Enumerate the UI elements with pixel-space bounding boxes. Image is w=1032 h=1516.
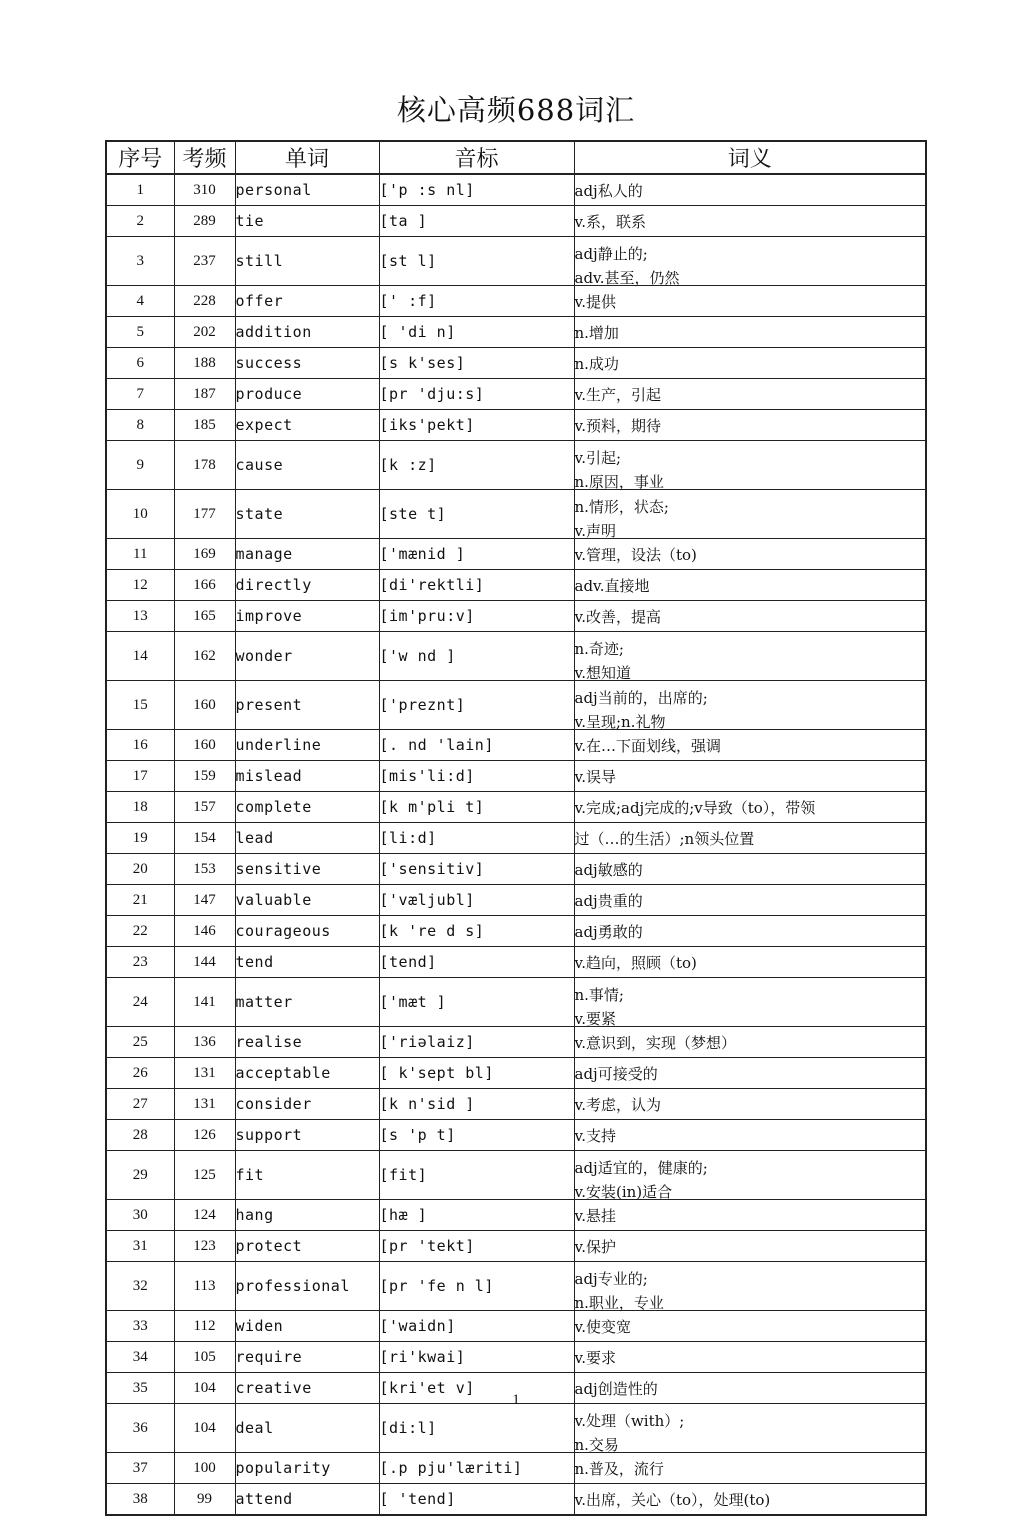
row-word: improve xyxy=(235,601,379,632)
row-index: 13 xyxy=(106,601,174,632)
row-frequency: 166 xyxy=(174,570,235,601)
row-phonetic: [di'rektli] xyxy=(379,570,574,601)
header-word: 单词 xyxy=(235,141,379,174)
row-index: 23 xyxy=(106,947,174,978)
table-row xyxy=(106,792,926,823)
row-word: popularity xyxy=(235,1453,379,1484)
table-row xyxy=(106,539,926,570)
row-definition: adj可接受的 xyxy=(574,1058,926,1089)
row-phonetic: [k 're d s] xyxy=(379,916,574,947)
row-phonetic: [li:d] xyxy=(379,823,574,854)
row-word: tie xyxy=(235,206,379,237)
row-definition: n.普及，流行 xyxy=(574,1453,926,1484)
definition-multiline: adj静止的; adv.甚至，仍然 xyxy=(574,245,680,287)
row-word: mislead xyxy=(235,761,379,792)
row-index: 18 xyxy=(106,792,174,823)
row-definition: v.系，联系 xyxy=(574,206,926,237)
row-phonetic: [.p pju'læriti] xyxy=(379,1453,574,1484)
header-definition: 词义 xyxy=(574,141,926,174)
row-phonetic: [tend] xyxy=(379,947,574,978)
page-number: 1 xyxy=(512,1392,520,1408)
row-frequency: 160 xyxy=(174,730,235,761)
table-row xyxy=(106,1262,926,1311)
row-definition: adj贵重的 xyxy=(574,885,926,916)
table-body xyxy=(106,174,926,1515)
row-word: valuable xyxy=(235,885,379,916)
row-word: tend xyxy=(235,947,379,978)
table-row xyxy=(106,1089,926,1120)
row-frequency: 146 xyxy=(174,916,235,947)
definition-multiline: adj当前的，出席的; v.呈现;n.礼物 xyxy=(574,689,708,731)
row-frequency: 131 xyxy=(174,1058,235,1089)
row-word: acceptable xyxy=(235,1058,379,1089)
row-definition xyxy=(574,1262,926,1311)
row-index: 32 xyxy=(106,1262,174,1311)
row-definition: v.在…下面划线，强调 xyxy=(574,730,926,761)
row-index: 30 xyxy=(106,1200,174,1231)
row-definition xyxy=(574,1151,926,1200)
row-definition: adj敏感的 xyxy=(574,854,926,885)
row-definition: 过（…的生活）;n领头位置 xyxy=(574,823,926,854)
row-frequency: 104 xyxy=(174,1373,235,1404)
row-index: 22 xyxy=(106,916,174,947)
row-index: 2 xyxy=(106,206,174,237)
row-frequency: 310 xyxy=(174,174,235,206)
table-row xyxy=(106,1027,926,1058)
table-row xyxy=(106,885,926,916)
row-phonetic: [di:l] xyxy=(379,1404,574,1453)
row-index: 10 xyxy=(106,490,174,539)
row-index: 17 xyxy=(106,761,174,792)
row-index: 26 xyxy=(106,1058,174,1089)
row-index: 16 xyxy=(106,730,174,761)
table-row xyxy=(106,348,926,379)
row-word: hang xyxy=(235,1200,379,1231)
row-definition xyxy=(574,1404,926,1453)
table-row xyxy=(106,206,926,237)
row-frequency: 165 xyxy=(174,601,235,632)
row-frequency: 178 xyxy=(174,441,235,490)
row-frequency: 162 xyxy=(174,632,235,681)
row-word: offer xyxy=(235,286,379,317)
row-definition xyxy=(574,978,926,1027)
row-index: 19 xyxy=(106,823,174,854)
row-frequency: 202 xyxy=(174,317,235,348)
row-frequency: 141 xyxy=(174,978,235,1027)
row-frequency: 289 xyxy=(174,206,235,237)
table-row xyxy=(106,1311,926,1342)
row-phonetic: ['sensitiv] xyxy=(379,854,574,885)
row-index: 11 xyxy=(106,539,174,570)
row-index: 29 xyxy=(106,1151,174,1200)
row-definition xyxy=(574,441,926,490)
table-row xyxy=(106,681,926,730)
table-row xyxy=(106,916,926,947)
table-row xyxy=(106,1342,926,1373)
row-frequency: 144 xyxy=(174,947,235,978)
table-row xyxy=(106,632,926,681)
row-phonetic: ['waidn] xyxy=(379,1311,574,1342)
definition-multiline: n.事情; v.要紧 xyxy=(574,986,624,1028)
row-definition xyxy=(574,681,926,730)
table-row xyxy=(106,947,926,978)
row-index: 38 xyxy=(106,1484,174,1516)
row-index: 36 xyxy=(106,1404,174,1453)
row-frequency: 131 xyxy=(174,1089,235,1120)
row-word: directly xyxy=(235,570,379,601)
row-word: wonder xyxy=(235,632,379,681)
row-frequency: 187 xyxy=(174,379,235,410)
table-row xyxy=(106,1484,926,1516)
row-index: 20 xyxy=(106,854,174,885)
row-definition: v.考虑，认为 xyxy=(574,1089,926,1120)
table-row xyxy=(106,490,926,539)
table-row xyxy=(106,1231,926,1262)
table-row xyxy=(106,237,926,286)
row-definition xyxy=(574,490,926,539)
row-definition: adj私人的 xyxy=(574,174,926,206)
row-definition xyxy=(574,632,926,681)
table-header-row xyxy=(106,141,926,174)
row-phonetic: [im'pru:v] xyxy=(379,601,574,632)
row-index: 1 xyxy=(106,174,174,206)
table-row xyxy=(106,854,926,885)
table-row xyxy=(106,286,926,317)
row-phonetic: [ta ] xyxy=(379,206,574,237)
definition-multiline: v.处理（with）; n.交易 xyxy=(574,1412,685,1454)
row-phonetic: [k n'sid ] xyxy=(379,1089,574,1120)
row-definition: v.出席，关心（to），处理(to) xyxy=(574,1484,926,1516)
row-word: cause xyxy=(235,441,379,490)
row-word: fit xyxy=(235,1151,379,1200)
row-definition: v.意识到，实现（梦想） xyxy=(574,1027,926,1058)
row-index: 8 xyxy=(106,410,174,441)
definition-multiline: adj专业的; n.职业，专业 xyxy=(574,1270,664,1312)
table-row xyxy=(106,761,926,792)
row-word: success xyxy=(235,348,379,379)
row-frequency: 123 xyxy=(174,1231,235,1262)
row-index: 37 xyxy=(106,1453,174,1484)
row-frequency: 157 xyxy=(174,792,235,823)
row-phonetic: [ k'sept bl] xyxy=(379,1058,574,1089)
row-frequency: 169 xyxy=(174,539,235,570)
row-frequency: 136 xyxy=(174,1027,235,1058)
table-row xyxy=(106,174,926,206)
row-index: 9 xyxy=(106,441,174,490)
row-word: courageous xyxy=(235,916,379,947)
row-word: attend xyxy=(235,1484,379,1516)
row-definition: v.趋向，照顾（to) xyxy=(574,947,926,978)
row-word: state xyxy=(235,490,379,539)
row-word: matter xyxy=(235,978,379,1027)
row-phonetic: [mis'li:d] xyxy=(379,761,574,792)
row-index: 25 xyxy=(106,1027,174,1058)
row-index: 34 xyxy=(106,1342,174,1373)
row-frequency: 154 xyxy=(174,823,235,854)
row-frequency: 159 xyxy=(174,761,235,792)
row-phonetic: [hæ ] xyxy=(379,1200,574,1231)
row-phonetic: [k :z] xyxy=(379,441,574,490)
row-word: consider xyxy=(235,1089,379,1120)
row-frequency: 124 xyxy=(174,1200,235,1231)
row-word: expect xyxy=(235,410,379,441)
row-definition: adj勇敢的 xyxy=(574,916,926,947)
row-frequency: 99 xyxy=(174,1484,235,1516)
row-index: 6 xyxy=(106,348,174,379)
row-word: addition xyxy=(235,317,379,348)
row-frequency: 105 xyxy=(174,1342,235,1373)
row-word: professional xyxy=(235,1262,379,1311)
row-word: support xyxy=(235,1120,379,1151)
row-phonetic: [iks'pekt] xyxy=(379,410,574,441)
row-word: present xyxy=(235,681,379,730)
row-index: 7 xyxy=(106,379,174,410)
definition-multiline: v.引起; n.原因，事业 xyxy=(574,449,664,491)
row-phonetic: [pr 'tekt] xyxy=(379,1231,574,1262)
row-definition: v.保护 xyxy=(574,1231,926,1262)
table-row xyxy=(106,1200,926,1231)
row-word: lead xyxy=(235,823,379,854)
row-definition: n.成功 xyxy=(574,348,926,379)
row-phonetic: [s 'p t] xyxy=(379,1120,574,1151)
row-phonetic: [s k'ses] xyxy=(379,348,574,379)
row-index: 12 xyxy=(106,570,174,601)
row-word: require xyxy=(235,1342,379,1373)
row-definition: v.悬挂 xyxy=(574,1200,926,1231)
row-frequency: 228 xyxy=(174,286,235,317)
row-phonetic: [st l] xyxy=(379,237,574,286)
row-phonetic: ['preznt] xyxy=(379,681,574,730)
row-word: sensitive xyxy=(235,854,379,885)
row-word: still xyxy=(235,237,379,286)
table-row xyxy=(106,978,926,1027)
row-phonetic: [ri'kwai] xyxy=(379,1342,574,1373)
row-definition xyxy=(574,237,926,286)
row-word: complete xyxy=(235,792,379,823)
header-index: 序号 xyxy=(106,141,174,174)
row-index: 33 xyxy=(106,1311,174,1342)
row-word: manage xyxy=(235,539,379,570)
row-index: 31 xyxy=(106,1231,174,1262)
row-phonetic: [pr 'dju:s] xyxy=(379,379,574,410)
row-frequency: 147 xyxy=(174,885,235,916)
table-row xyxy=(106,1058,926,1089)
row-index: 28 xyxy=(106,1120,174,1151)
row-definition: v.完成;adj完成的;v导致（to），带领 xyxy=(574,792,926,823)
row-phonetic: [pr 'fe n l] xyxy=(379,1262,574,1311)
row-frequency: 126 xyxy=(174,1120,235,1151)
row-word: realise xyxy=(235,1027,379,1058)
row-definition: adv.直接地 xyxy=(574,570,926,601)
row-definition: v.管理，设法（to) xyxy=(574,539,926,570)
row-definition: v.改善，提高 xyxy=(574,601,926,632)
row-word: personal xyxy=(235,174,379,206)
row-frequency: 160 xyxy=(174,681,235,730)
row-definition: v.生产，引起 xyxy=(574,379,926,410)
row-phonetic: ['riəlaiz] xyxy=(379,1027,574,1058)
row-definition: v.支持 xyxy=(574,1120,926,1151)
row-index: 14 xyxy=(106,632,174,681)
table-row xyxy=(106,601,926,632)
row-definition: v.误导 xyxy=(574,761,926,792)
row-phonetic: [fit] xyxy=(379,1151,574,1200)
row-frequency: 100 xyxy=(174,1453,235,1484)
definition-multiline: adj适宜的，健康的; v.安装(in)适合 xyxy=(574,1159,708,1201)
row-index: 15 xyxy=(106,681,174,730)
row-frequency: 185 xyxy=(174,410,235,441)
row-phonetic: ['mænid ] xyxy=(379,539,574,570)
row-phonetic: [kri'et v] xyxy=(379,1373,574,1404)
table-row xyxy=(106,1453,926,1484)
row-phonetic: ['væljubl] xyxy=(379,885,574,916)
definition-multiline: n.情形，状态; v.声明 xyxy=(574,498,669,540)
row-word: widen xyxy=(235,1311,379,1342)
row-index: 27 xyxy=(106,1089,174,1120)
row-frequency: 113 xyxy=(174,1262,235,1311)
vocabulary-table xyxy=(105,140,927,1516)
table-row xyxy=(106,570,926,601)
row-frequency: 104 xyxy=(174,1404,235,1453)
row-index: 35 xyxy=(106,1373,174,1404)
table-row xyxy=(106,317,926,348)
table-row xyxy=(106,1151,926,1200)
row-frequency: 188 xyxy=(174,348,235,379)
row-frequency: 177 xyxy=(174,490,235,539)
row-phonetic: ['p :s nl] xyxy=(379,174,574,206)
row-definition: adj创造性的 xyxy=(574,1373,926,1404)
table-row xyxy=(106,410,926,441)
row-definition: n.增加 xyxy=(574,317,926,348)
table-row xyxy=(106,730,926,761)
header-frequency: 考频 xyxy=(174,141,235,174)
row-index: 21 xyxy=(106,885,174,916)
header-phonetic: 音标 xyxy=(379,141,574,174)
table-row xyxy=(106,823,926,854)
row-phonetic: ['w nd ] xyxy=(379,632,574,681)
row-definition: v.预料，期待 xyxy=(574,410,926,441)
row-phonetic: [ 'tend] xyxy=(379,1484,574,1516)
document-title: 核心高频688词汇 xyxy=(396,93,636,127)
row-word: creative xyxy=(235,1373,379,1404)
definition-multiline: n.奇迹; v.想知道 xyxy=(574,640,631,682)
row-frequency: 153 xyxy=(174,854,235,885)
row-index: 4 xyxy=(106,286,174,317)
table-row xyxy=(106,441,926,490)
row-frequency: 237 xyxy=(174,237,235,286)
row-phonetic: [ 'di n] xyxy=(379,317,574,348)
row-definition: v.要求 xyxy=(574,1342,926,1373)
row-word: protect xyxy=(235,1231,379,1262)
row-phonetic: [ste t] xyxy=(379,490,574,539)
table-row xyxy=(106,1404,926,1453)
row-index: 3 xyxy=(106,237,174,286)
table-row xyxy=(106,1120,926,1151)
row-phonetic: ['mæt ] xyxy=(379,978,574,1027)
row-phonetic: [' :f] xyxy=(379,286,574,317)
row-word: deal xyxy=(235,1404,379,1453)
row-definition: v.提供 xyxy=(574,286,926,317)
row-definition: v.使变宽 xyxy=(574,1311,926,1342)
row-word: produce xyxy=(235,379,379,410)
row-word: underline xyxy=(235,730,379,761)
row-frequency: 112 xyxy=(174,1311,235,1342)
row-index: 24 xyxy=(106,978,174,1027)
row-phonetic: [k m'pli t] xyxy=(379,792,574,823)
table-row xyxy=(106,379,926,410)
row-frequency: 125 xyxy=(174,1151,235,1200)
row-phonetic: [. nd 'lain] xyxy=(379,730,574,761)
row-index: 5 xyxy=(106,317,174,348)
